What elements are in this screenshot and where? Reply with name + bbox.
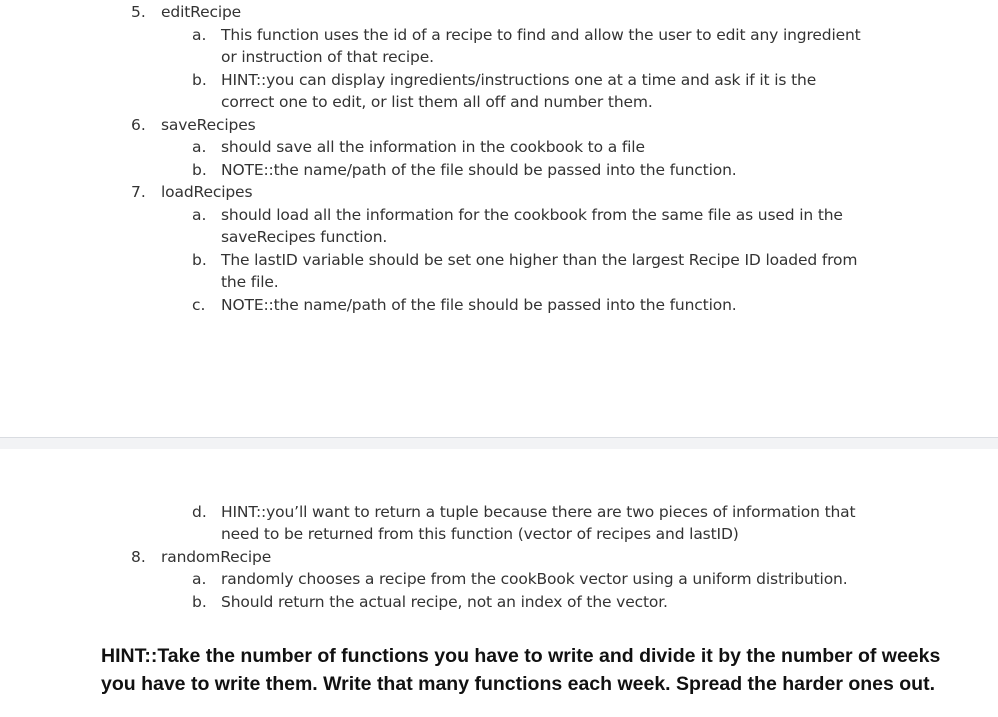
list-letter: b.: [192, 161, 207, 179]
list-letter: b.: [192, 593, 207, 611]
list-item-text: NOTE::the name/path of the file should be passed into the function.: [221, 161, 737, 179]
list-number: 8.: [131, 548, 146, 566]
list-letter: b.: [192, 71, 207, 89]
list-number: 7.: [131, 183, 146, 201]
list-item-text: randomly chooses a recipe from the cookBook vector using a uniform distribution.: [221, 570, 848, 588]
list-number: 5.: [131, 3, 146, 21]
list-item-text: need to be returned from this function (vector of recipes and lastID): [221, 525, 739, 543]
list-item-text: Should return the actual recipe, not an index of the vector.: [221, 593, 668, 611]
hint-line-2: you have to write them. Write that many functions each week. Spread the harder ones out.: [101, 673, 935, 695]
function-title-randomRecipe: randomRecipe: [161, 548, 272, 566]
list-letter: b.: [192, 251, 207, 269]
list-item-text: The lastID variable should be set one higher than the largest Recipe ID loaded from: [221, 251, 858, 269]
list-item-text: or instruction of that recipe.: [221, 48, 434, 66]
list-number: 6.: [131, 116, 146, 134]
list-item-text: correct one to edit, or list them all off and number them.: [221, 93, 653, 111]
list-item-text: saveRecipes function.: [221, 228, 388, 246]
list-item-text: This function uses the id of a recipe to find and allow the user to edit any ingredient: [221, 26, 861, 44]
list-item-text: should load all the information for the cookbook from the same file as used in the: [221, 206, 843, 224]
list-letter: a.: [192, 570, 207, 588]
list-letter: c.: [192, 296, 206, 314]
hint-line-1: HINT::Take the number of functions you have to write and divide it by the number of weeks: [101, 645, 941, 667]
list-letter: a.: [192, 26, 207, 44]
list-item-text: NOTE::the name/path of the file should be passed into the function.: [221, 296, 737, 314]
function-title-editRecipe: editRecipe: [161, 3, 242, 21]
list-letter: a.: [192, 138, 207, 156]
list-item-text: should save all the information in the cookbook to a file: [221, 138, 645, 156]
list-item-text: the file.: [221, 273, 279, 291]
function-title-saveRecipes: saveRecipes: [161, 116, 256, 134]
list-item-text: HINT::you can display ingredients/instructions one at a time and ask if it is the: [221, 71, 817, 89]
list-letter: d.: [192, 503, 207, 521]
document-page-lower: [0, 449, 998, 717]
list-item-text: HINT::you’ll want to return a tuple because there are two pieces of information that: [221, 503, 856, 521]
page-break: [0, 437, 998, 449]
list-letter: a.: [192, 206, 207, 224]
function-title-loadRecipes: loadRecipes: [161, 183, 253, 201]
